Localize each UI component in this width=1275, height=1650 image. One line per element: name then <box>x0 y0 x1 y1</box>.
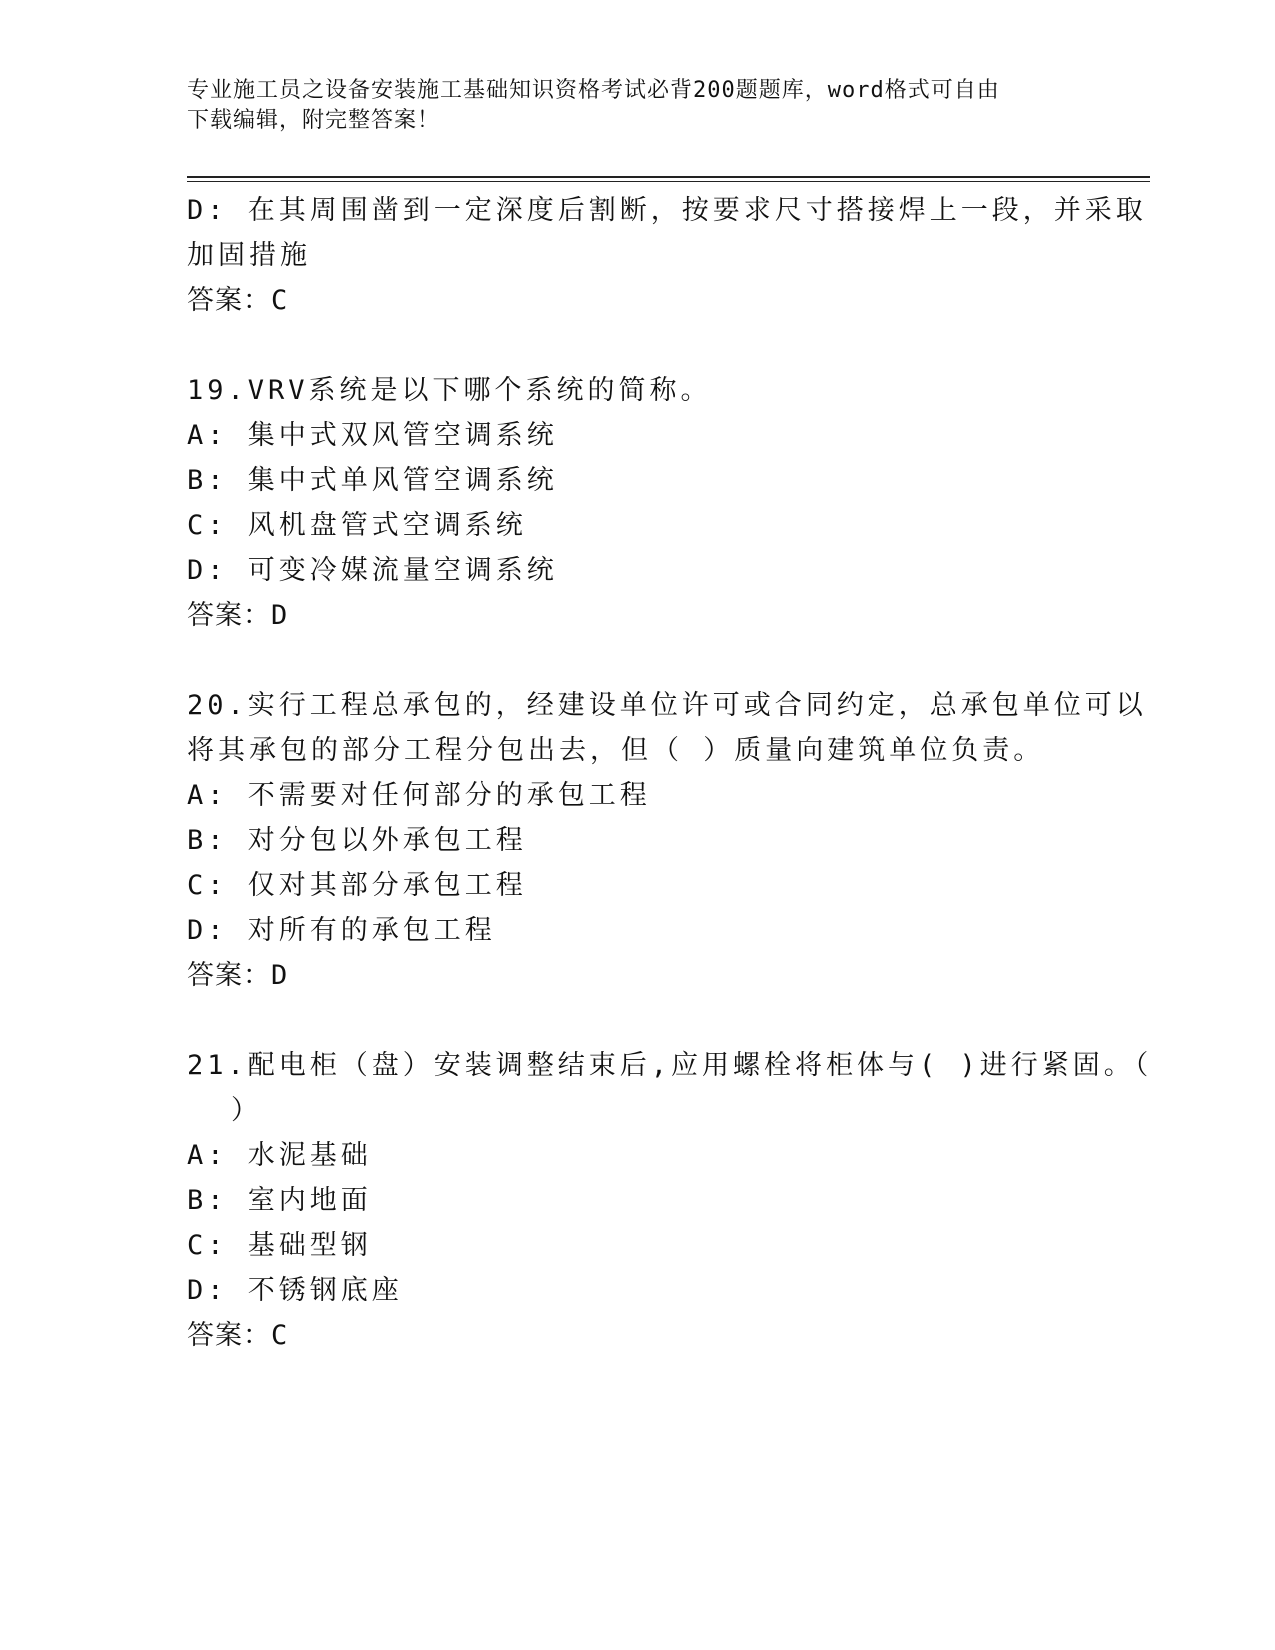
option-d: D: 不锈钢底座 <box>187 1275 403 1306</box>
question-21 <box>187 1043 1153 1358</box>
question-18-continued <box>187 188 1147 323</box>
spacer <box>187 998 1087 1043</box>
question-stem: 21.配电柜（盘）安装调整结束后,应用螺栓将柜体与( )进行紧固。（ <box>187 1050 1153 1081</box>
spacer <box>187 638 1087 683</box>
option-c: C: 基础型钢 <box>187 1230 372 1261</box>
answer: 答案：D <box>187 960 289 991</box>
option-a: A: 不需要对任何部分的承包工程 <box>187 780 651 811</box>
option-a: A: 水泥基础 <box>187 1140 372 1171</box>
option-c: C: 风机盘管式空调系统 <box>187 510 527 541</box>
option-b: B: 室内地面 <box>187 1185 372 1216</box>
header-title-line-2: 下载编辑，附完整答案！ <box>187 108 441 133</box>
question-stem: 20.实行工程总承包的，经建设单位许可或合同约定，总承包单位可以 <box>187 690 1147 721</box>
option-b: B: 集中式单风管空调系统 <box>187 465 558 496</box>
header-divider-thick <box>187 176 1150 178</box>
option-d: D: 对所有的承包工程 <box>187 915 496 946</box>
question-list <box>187 188 1153 1358</box>
header-title-line-1: 专业施工员之设备安装施工基础知识资格考试必背200题题库，word格式可自由 <box>187 78 1000 103</box>
header-divider-thin <box>187 181 1150 182</box>
spacer <box>187 323 1087 368</box>
option-d-continued: 加固措施 <box>187 240 311 271</box>
answer: 答案：C <box>187 1320 289 1351</box>
option-a: A: 集中式双风管空调系统 <box>187 420 558 451</box>
question-stem-continued: ） <box>231 1095 262 1126</box>
question-stem: 19.VRV系统是以下哪个系统的简称。 <box>187 375 712 406</box>
option-c: C: 仅对其部分承包工程 <box>187 870 527 901</box>
question-20 <box>187 683 1147 998</box>
answer: 答案：C <box>187 285 289 316</box>
question-19 <box>187 368 1087 638</box>
answer: 答案：D <box>187 600 289 631</box>
option-d: D: 可变冷媒流量空调系统 <box>187 555 558 586</box>
option-d: D: 在其周围凿到一定深度后割断，按要求尺寸搭接焊上一段，并采取 <box>187 195 1147 226</box>
question-stem-continued: 将其承包的部分工程分包出去，但（ ）质量向建筑单位负责。 <box>187 735 1045 766</box>
option-b: B: 对分包以外承包工程 <box>187 825 527 856</box>
page-header <box>187 76 1067 136</box>
